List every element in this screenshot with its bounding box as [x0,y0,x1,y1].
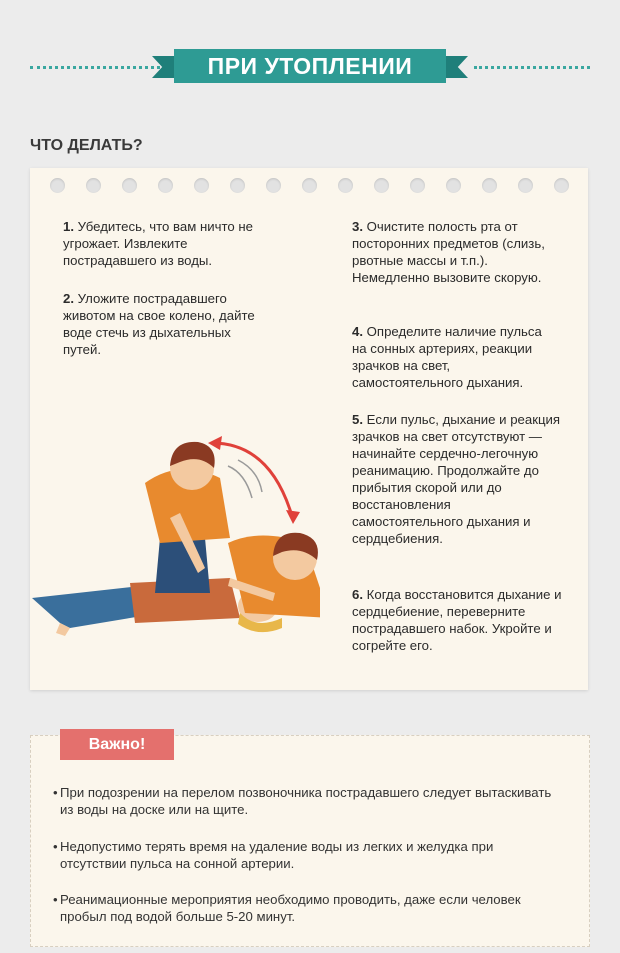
step-number: 4. [352,324,363,339]
step-5 [352,411,562,547]
step-number: 1. [63,219,74,234]
step-number: 2. [63,291,74,306]
step-text: Когда восстановится дыхание и сердцебиение, переверните пострадавшего набок. Укройте и согрейте его. [352,587,562,653]
bullet: • [53,785,58,800]
step-text: Очистите полость рта от посторонних предметов (слизь, рвотные массы и т.п.). Немедленно вызовите скорую. [352,219,545,285]
step-1 [63,218,273,269]
paper-hole [266,178,281,193]
important-item-text: При подозрении на перелом позвоночника пострадавшего следует вытаскивать из воды на доске или на щите. [60,785,552,817]
instructions-card [30,168,588,690]
step-2 [63,290,268,358]
paper-hole [230,178,245,193]
paper-hole [410,178,425,193]
paper-hole [554,178,569,193]
step-number: 6. [352,587,363,602]
step-text: Если пульс, дыхание и реакция зрачков на свет отсутствуют — начинайте сердечно-легочную реанимацию. Продолжайте до прибытия скорой или до восстановления самостоятельного дыхания и сердцебиения. [352,412,561,546]
paper-hole [518,178,533,193]
paper-hole [482,178,497,193]
step-6 [352,586,564,654]
section-title: ЧТО ДЕЛАТЬ? [30,137,143,154]
paper-hole [338,178,353,193]
bullet: • [53,892,58,907]
paper-hole [122,178,137,193]
paper-hole [302,178,317,193]
paper-hole [374,178,389,193]
cpr-illustration [30,418,320,643]
bullet: • [53,839,58,854]
step-text: Убедитесь, что вам ничто не угрожает. Извлеките пострадавшего из воды. [63,219,253,268]
step-4 [352,323,552,391]
step-3 [352,218,562,286]
arrow-head-top [208,436,222,450]
paper-hole [194,178,209,193]
victim-legs [32,586,142,628]
important-label: Важно! [60,729,174,760]
important-item [53,891,560,925]
step-text: Определите наличие пульса на сонных артериях, реакции зрачков на свет, самостоятельного дыхания. [352,324,542,390]
important-item [53,784,560,818]
paper-hole [86,178,101,193]
banner-dots-right [474,66,590,69]
step-number: 3. [352,219,363,234]
banner-title: ПРИ УТОПЛЕНИИ [174,49,446,83]
banner-dots-left [30,66,160,69]
motion-lines [228,460,262,498]
step-text: Уложите пострадавшего животом на свое колено, дайте воде стечь из дыхательных путей. [63,291,255,357]
important-item-text: Реанимационные мероприятия необходимо проводить, даже если человек пробыл под водой больше 5-20 минут. [60,892,521,924]
paper-hole [158,178,173,193]
important-item [53,838,560,872]
paper-hole [446,178,461,193]
arrow-head-bottom [286,510,300,524]
step-number: 5. [352,412,363,427]
important-item-text: Недопустимо терять время на удаление воды из легких и желудка при отсутствии пульса на сонной артерии. [60,839,494,871]
paper-hole [50,178,65,193]
